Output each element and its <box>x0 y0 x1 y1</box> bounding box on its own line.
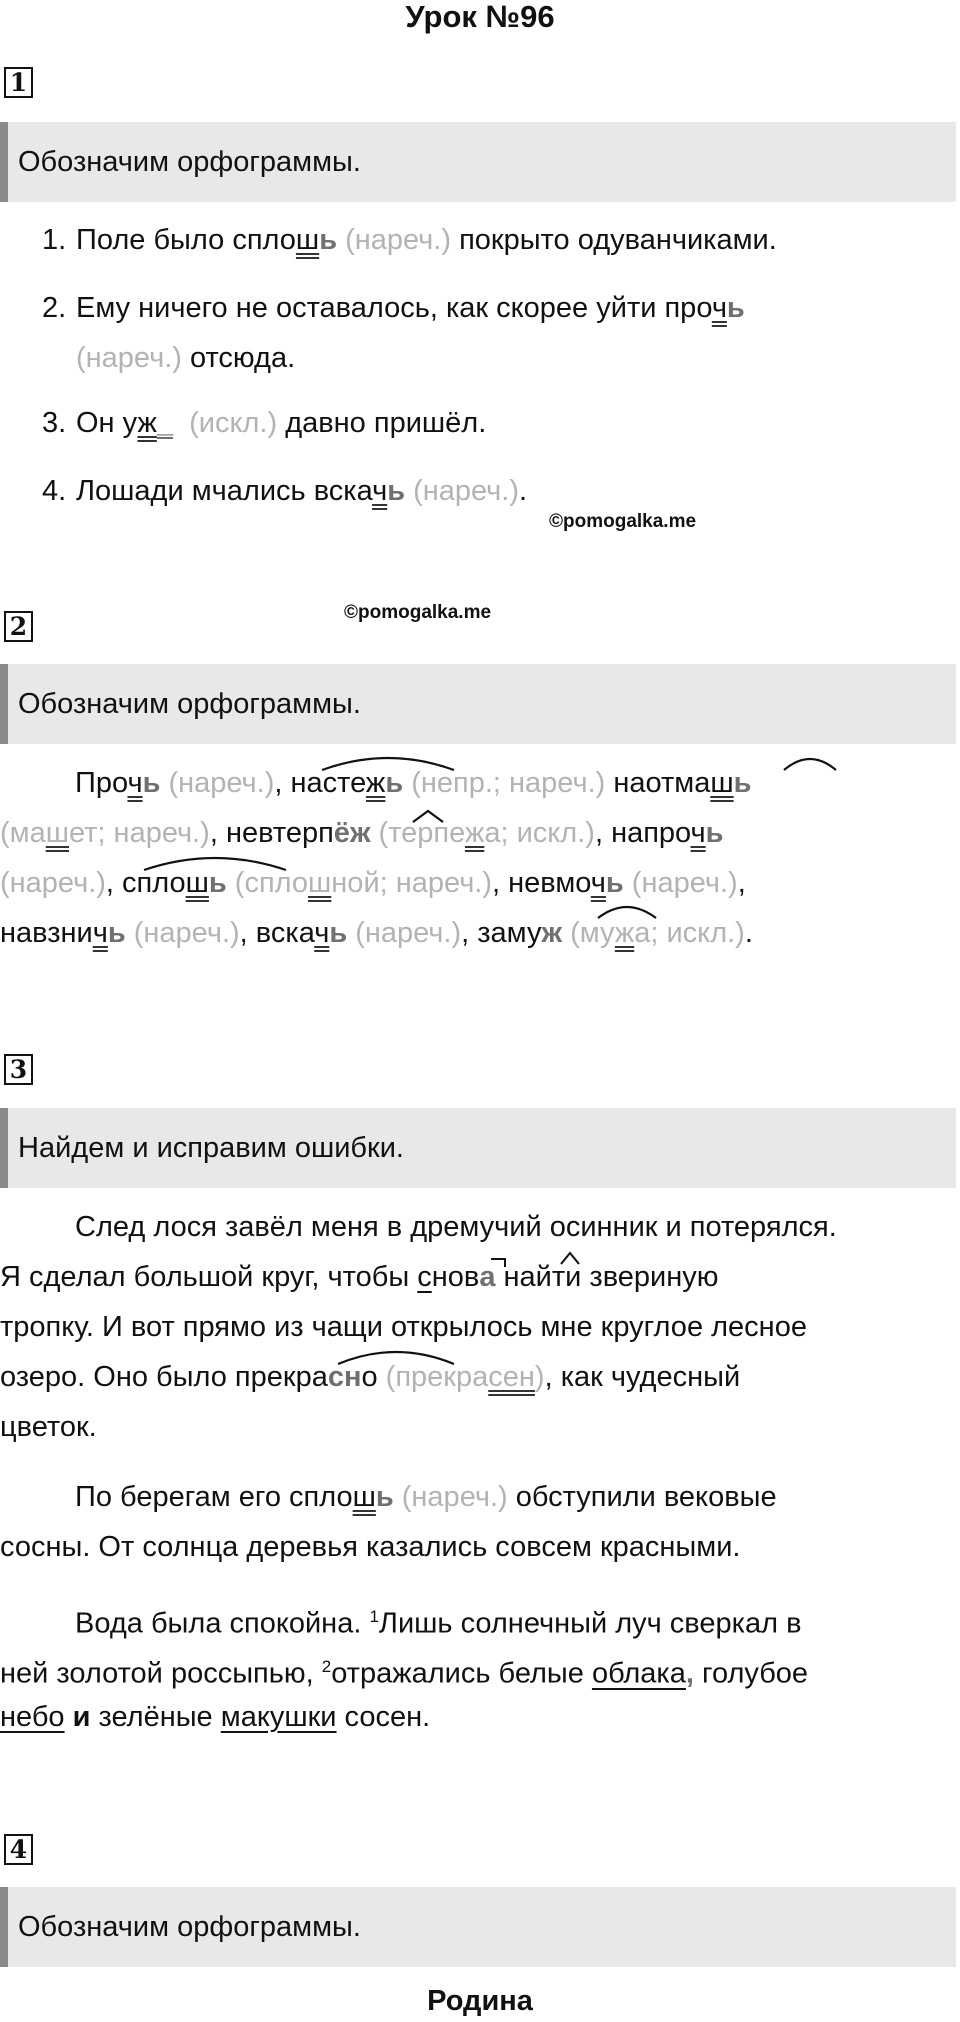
task3-p3-line-1: Вода была спокойна. $^1$Лишь солнечный луч сверкал в <box>75 1607 802 1640</box>
task1-item-1: 1. Поле было сплошь (нареч.) покрыто одуванчиками. <box>42 224 777 256</box>
task2-line-4: навзничь (нареч.), вскачь (нареч.), замуж (мужа; искл.). <box>0 917 753 949</box>
task3-p2-line-1: По берегам его сплошь (нареч.) обступили вековые <box>75 1481 777 1513</box>
task-instruction-2: Обозначим орфограммы. <box>0 664 956 744</box>
page-title: Урок №96 <box>405 0 555 34</box>
task-instruction-1: Обозначим орфограммы. <box>0 122 956 202</box>
task2-line-1: Прочь (нареч.), настежь (непр.; нареч.) наотмашь <box>75 767 752 799</box>
task-number-1: 1 <box>4 67 33 98</box>
root-arc-mark <box>780 752 840 774</box>
task3-p1-line-4: озеро. Оно было прекрасно (прекрасен), как чудесный <box>0 1361 741 1393</box>
task3-p1-line-5: цветок. <box>0 1411 97 1443</box>
root-arc-mark <box>594 900 660 922</box>
task2-line-3: (нареч.), сплошь (сплошной; нареч.), невмочь (нареч.), <box>0 867 746 899</box>
task1-item-2-cont: (нареч.) отсюда. <box>76 342 296 374</box>
task1-item-3: 3. Он уж_ (искл.) давно пришёл. <box>42 407 487 439</box>
task2-line-2: (машет; нареч.), невтерпёж (терпежа; искл.), напрочь <box>0 817 724 849</box>
task3-p1-line-3: тропку. И вот прямо из чащи открылось мне круглое лесное <box>0 1311 807 1343</box>
text-title: Родина <box>427 1985 533 2017</box>
task3-p2-line-2: сосны. От солнца деревья казались совсем красными. <box>0 1531 741 1563</box>
task1-item-4: 4. Лошади мчались вскачь (нареч.). <box>42 475 528 507</box>
root-arc-mark <box>318 752 458 774</box>
task3-p3-line-2: ней золотой россыпью, $^2$отражались белые облака, голубое <box>0 1657 809 1690</box>
task-number-2: 2 <box>4 611 33 642</box>
task3-p1-line-2: Я сделал большой круг, чтобы снова найти звериную <box>0 1261 719 1293</box>
root-arc-mark <box>410 808 446 824</box>
task-instruction-4: Обозначим орфограммы. <box>0 1887 956 1967</box>
ending-mark <box>558 1250 582 1266</box>
task3-p1-line-1: След лося завёл меня в дремучий осинник и потерялся. <box>75 1211 837 1243</box>
task-instruction-3: Найдем и исправим ошибки. <box>0 1108 956 1188</box>
prefix-mark <box>489 1256 509 1268</box>
task-number-4: 4 <box>4 1834 33 1865</box>
task-number-3: 3 <box>4 1054 33 1085</box>
root-arc-mark <box>140 852 290 874</box>
root-arc-mark <box>334 1346 458 1368</box>
watermark: ©pomogalka.me <box>344 602 492 623</box>
task3-p3-line-3: небо и зелёные макушки сосен. <box>0 1701 431 1733</box>
task1-item-2: 2. Ему ничего не оставалось, как скорее уйти прочь <box>42 292 745 324</box>
watermark: ©pomogalka.me <box>549 511 697 532</box>
